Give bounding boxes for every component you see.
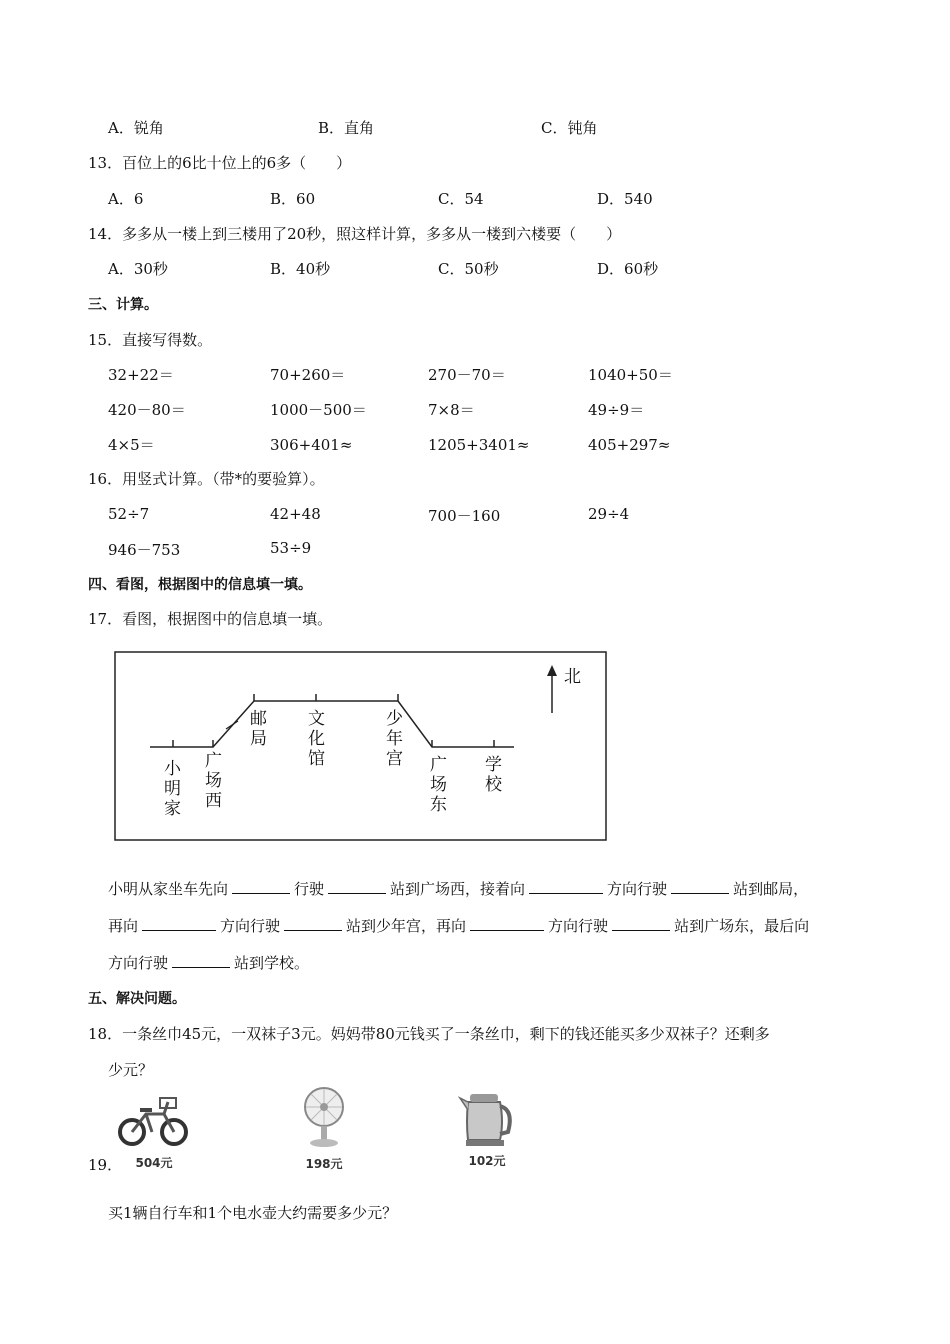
stop-label-school: 学校	[485, 755, 502, 795]
answer-blank[interactable]	[612, 916, 670, 931]
q17-text: 方向行驶	[220, 917, 281, 935]
product-bicycle	[116, 1090, 192, 1172]
q16-stem: 16．用竖式计算。（带*的要验算）。	[88, 470, 325, 488]
q17-text: 方向行驶	[548, 917, 609, 935]
north-arrow-head-icon	[547, 665, 557, 676]
q15-item: 1000－500＝	[270, 401, 367, 419]
q15-item: 49÷9＝	[588, 401, 645, 419]
price-bicycle: 504元	[135, 1156, 173, 1170]
q14-option-a: A．30秒	[108, 260, 168, 278]
north-label: 北	[564, 667, 581, 687]
q15-item: 1205+3401≈	[428, 436, 530, 454]
stop-label-culture-center: 文化馆	[308, 709, 325, 769]
q13-option-c: C．54	[438, 190, 484, 208]
q16-item: 42+48	[270, 505, 321, 523]
q17-fill-line-2	[108, 916, 809, 936]
q17-text: 方向行驶	[607, 880, 668, 898]
q12-option-c: C．钝角	[541, 119, 598, 137]
q13-stem: 13．百位上的6比十位上的6多（ ）	[88, 154, 352, 172]
stop-label-xiaoming-home: 小明家	[164, 759, 181, 819]
q13-option-b: B．60	[270, 190, 316, 208]
q15-item: 405+297≈	[588, 436, 671, 454]
q15-item: 306+401≈	[270, 436, 353, 454]
q16-item: 946－753	[108, 541, 181, 559]
q17-text: 再向	[108, 917, 139, 935]
answer-blank[interactable]	[232, 879, 290, 894]
answer-blank[interactable]	[172, 953, 230, 968]
q15-item: 420－80＝	[108, 401, 186, 419]
answer-blank[interactable]	[328, 879, 386, 894]
q15-item: 4×5＝	[108, 436, 155, 454]
q15-item: 32+22＝	[108, 366, 174, 384]
q13-option-d: D．540	[597, 190, 653, 208]
q18-stem-line-2: 少元？	[108, 1061, 154, 1079]
q15-item: 7×8＝	[428, 401, 475, 419]
q13-option-a: A．6	[108, 190, 144, 208]
price-fan: 198元	[305, 1157, 343, 1171]
q17-text: 行驶	[294, 880, 325, 898]
q19-question: 买1辆自行车和1个电水壶大约需要多少元？	[108, 1204, 398, 1222]
q14-option-c: C．50秒	[438, 260, 499, 278]
stop-label-youth-palace: 少年宫	[386, 709, 403, 769]
q16-item: 53÷9	[270, 539, 312, 557]
section-4-heading: 四、看图，根据图中的信息填一填。	[88, 577, 312, 593]
bus-route-map	[114, 651, 607, 841]
q16-item: 700－160	[428, 507, 501, 525]
q15-item: 70+260＝	[270, 366, 346, 384]
q15-stem: 15．直接写得数。	[88, 331, 213, 349]
q17-text: 站到广场西，接着向	[390, 880, 526, 898]
route-line	[150, 701, 514, 747]
answer-blank[interactable]	[529, 879, 603, 894]
q14-option-d: D．60秒	[597, 260, 659, 278]
q16-item: 29÷4	[588, 505, 630, 523]
price-kettle: 102元	[468, 1154, 506, 1168]
q15-item: 1040+50＝	[588, 366, 673, 384]
section-3-heading: 三、计算。	[88, 297, 158, 313]
answer-blank[interactable]	[671, 879, 729, 894]
product-kettle	[456, 1088, 518, 1172]
section-5-heading: 五、解决问题。	[88, 991, 186, 1007]
q14-stem: 14．多多从一楼上到三楼用了20秒，照这样计算，多多从一楼到六楼要（ ）	[88, 225, 622, 243]
q15-item: 270－70＝	[428, 366, 506, 384]
q17-fill-line-3	[108, 953, 309, 973]
q17-text: 站到邮局，	[733, 880, 809, 898]
q16-item: 52÷7	[108, 505, 150, 523]
stop-label-post-office: 邮局	[250, 709, 267, 749]
answer-blank[interactable]	[284, 916, 342, 931]
bicycle-icon	[116, 1090, 192, 1150]
q14-option-b: B．40秒	[270, 260, 331, 278]
q17-stem: 17．看图，根据图中的信息填一填。	[88, 610, 333, 628]
q17-text: 站到广场东，最后向	[674, 917, 810, 935]
q17-text: 站到少年宫，再向	[346, 917, 467, 935]
map-frame	[115, 652, 606, 840]
q17-text: 小明从家坐车先向	[108, 880, 229, 898]
q18-stem-line-1: 18．一条丝巾45元，一双袜子3元。妈妈带80元钱买了一条丝巾，剩下的钱还能买多少双袜子？还剩多	[88, 1025, 770, 1043]
kettle-icon	[456, 1088, 518, 1148]
answer-blank[interactable]	[470, 916, 544, 931]
stop-label-square-east: 广场东	[430, 755, 447, 815]
product-fan	[296, 1085, 352, 1175]
q17-text: 方向行驶	[108, 954, 169, 972]
q19-number: 19．	[88, 1156, 123, 1174]
q17-fill-line-1	[108, 879, 808, 899]
answer-blank[interactable]	[142, 916, 216, 931]
stop-label-square-west: 广场西	[205, 751, 222, 811]
q12-option-a: A．锐角	[108, 119, 164, 137]
q17-text: 站到学校。	[234, 954, 310, 972]
fan-icon	[296, 1085, 352, 1151]
q12-option-b: B．直角	[318, 119, 375, 137]
stop-tick	[226, 721, 238, 729]
